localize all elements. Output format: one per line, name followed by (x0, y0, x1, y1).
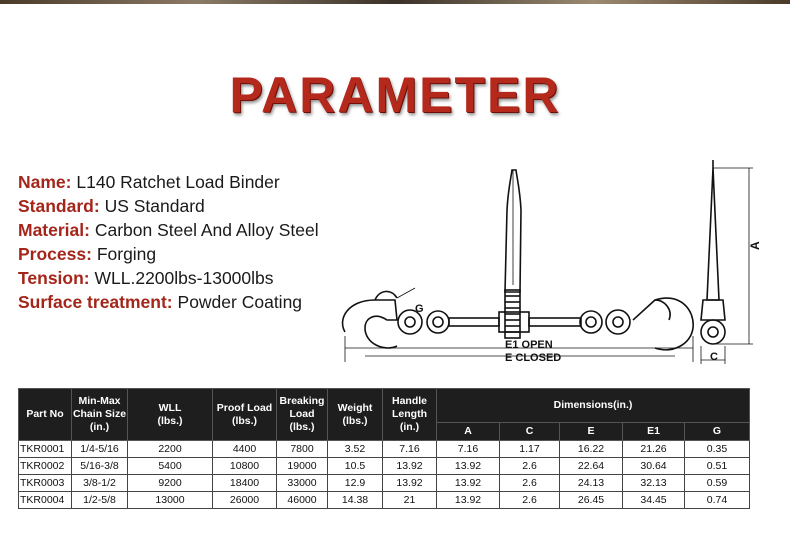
cell-dim-a: 7.16 (437, 441, 500, 458)
header-weight: Weight (lbs.) (328, 389, 383, 441)
right-link-outer (580, 311, 602, 333)
header-dim-c: C (500, 423, 560, 441)
cell-dim-g: 0.74 (685, 492, 750, 509)
dim-c-label: C (710, 351, 718, 363)
barrel (499, 312, 529, 332)
load-binder-drawing (335, 150, 765, 370)
right-eye-inner (613, 317, 623, 327)
spec-label: Surface treatment: (18, 292, 173, 312)
header-proof-load: Proof Load (lbs.) (213, 389, 277, 441)
cell-breaking-load: 7800 (277, 441, 328, 458)
cell-proof-load: 10800 (213, 458, 277, 475)
cell-dim-e1: 34.45 (623, 492, 685, 509)
spec-label: Standard: (18, 196, 100, 216)
header-dim-g: G (685, 423, 750, 441)
cell-dim-e: 22.64 (560, 458, 623, 475)
spec-tension (18, 266, 319, 290)
cell-handle-length: 21 (383, 492, 437, 509)
cell-weight: 3.52 (328, 441, 383, 458)
parameter-table (18, 388, 750, 509)
spec-value: Powder Coating (177, 292, 303, 312)
cell-handle-length: 7.16 (383, 441, 437, 458)
cell-dim-c: 2.6 (500, 458, 560, 475)
header-part-no: Part No (19, 389, 72, 441)
cell-dim-g: 0.51 (685, 458, 750, 475)
header-wll: WLL (lbs.) (128, 389, 213, 441)
header-breaking-load: Breaking Load (lbs.) (277, 389, 328, 441)
side-view-body (701, 300, 725, 320)
cell-dim-a: 13.92 (437, 492, 500, 509)
right-link-inner (586, 317, 596, 327)
cell-breaking-load: 19000 (277, 458, 328, 475)
right-eye-outer (606, 310, 630, 334)
side-view-handle (707, 168, 719, 300)
cell-dim-a: 13.92 (437, 475, 500, 492)
left-link-outer (427, 311, 449, 333)
table-row (19, 441, 750, 458)
side-view-eye-outer (701, 320, 725, 344)
left-eye-inner (405, 317, 415, 327)
table-row (19, 458, 750, 475)
spec-value: L140 Ratchet Load Binder (76, 172, 280, 192)
right-hook-shape (633, 298, 693, 350)
spec-list (18, 170, 319, 314)
cell-dim-c: 1.17 (500, 441, 560, 458)
cell-chain-size: 1/2-5/8 (72, 492, 128, 509)
spec-value: Carbon Steel And Alloy Steel (94, 220, 319, 240)
cell-dim-c: 2.6 (500, 492, 560, 509)
cell-part-no: TKR0004 (19, 492, 72, 509)
cell-weight: 10.5 (328, 458, 383, 475)
dim-e1-label: E1 OPEN (505, 339, 553, 351)
cell-dim-e1: 21.26 (623, 441, 685, 458)
header-dim-e1: E1 (623, 423, 685, 441)
header-dim-e: E (560, 423, 623, 441)
cell-chain-size: 5/16-3/8 (72, 458, 128, 475)
right-rod (529, 318, 581, 326)
cell-dim-e: 16.22 (560, 441, 623, 458)
cell-part-no: TKR0001 (19, 441, 72, 458)
top-photo-strip (0, 0, 790, 4)
cell-chain-size: 3/8-1/2 (72, 475, 128, 492)
spec-surface-treatment (18, 290, 319, 314)
cell-breaking-load: 33000 (277, 475, 328, 492)
cell-dim-g: 0.59 (685, 475, 750, 492)
cell-dim-e: 24.13 (560, 475, 623, 492)
cell-breaking-load: 46000 (277, 492, 328, 509)
spec-label: Material: (18, 220, 90, 240)
cell-wll: 13000 (128, 492, 213, 509)
left-link-inner (433, 317, 443, 327)
table-row (19, 492, 750, 509)
header-chain-size: Min-Max Chain Size (in.) (72, 389, 128, 441)
spec-value: US Standard (104, 196, 205, 216)
spec-material (18, 218, 319, 242)
dim-a-label: A (748, 241, 762, 250)
spec-process (18, 242, 319, 266)
cell-wll: 5400 (128, 458, 213, 475)
cell-wll: 2200 (128, 441, 213, 458)
cell-dim-a: 13.92 (437, 458, 500, 475)
spec-value: Forging (96, 244, 157, 264)
left-rod (449, 318, 499, 326)
cell-handle-length: 13.92 (383, 458, 437, 475)
header-handle-length: Handle Length (in.) (383, 389, 437, 441)
cell-dim-c: 2.6 (500, 475, 560, 492)
table-row (19, 475, 750, 492)
spec-label: Tension: (18, 268, 90, 288)
cell-dim-e: 26.45 (560, 492, 623, 509)
cell-proof-load: 18400 (213, 475, 277, 492)
spec-name (18, 170, 319, 194)
cell-part-no: TKR0003 (19, 475, 72, 492)
page-title: PARAMETER (229, 67, 561, 123)
spec-label: Name: (18, 172, 72, 192)
cell-proof-load: 26000 (213, 492, 277, 509)
left-hook-shape (343, 300, 397, 348)
cell-proof-load: 4400 (213, 441, 277, 458)
cell-dim-e1: 30.64 (623, 458, 685, 475)
cell-dim-g: 0.35 (685, 441, 750, 458)
cell-chain-size: 1/4-5/16 (72, 441, 128, 458)
cell-handle-length: 13.92 (383, 475, 437, 492)
spec-label: Process: (18, 244, 92, 264)
cell-weight: 12.9 (328, 475, 383, 492)
left-hook-tip (375, 291, 397, 300)
dim-e-label: E CLOSED (505, 352, 562, 364)
dim-g-label: G (415, 303, 424, 315)
right-hook-tip (655, 300, 670, 320)
cell-weight: 14.38 (328, 492, 383, 509)
header-dimensions: Dimensions(in.) (437, 389, 750, 423)
spec-value: WLL.2200lbs-13000lbs (94, 268, 274, 288)
header-dim-a: A (437, 423, 500, 441)
spec-standard (18, 194, 319, 218)
cell-part-no: TKR0002 (19, 458, 72, 475)
side-view-eye-inner (708, 327, 718, 337)
cell-dim-e1: 32.13 (623, 475, 685, 492)
cell-wll: 9200 (128, 475, 213, 492)
